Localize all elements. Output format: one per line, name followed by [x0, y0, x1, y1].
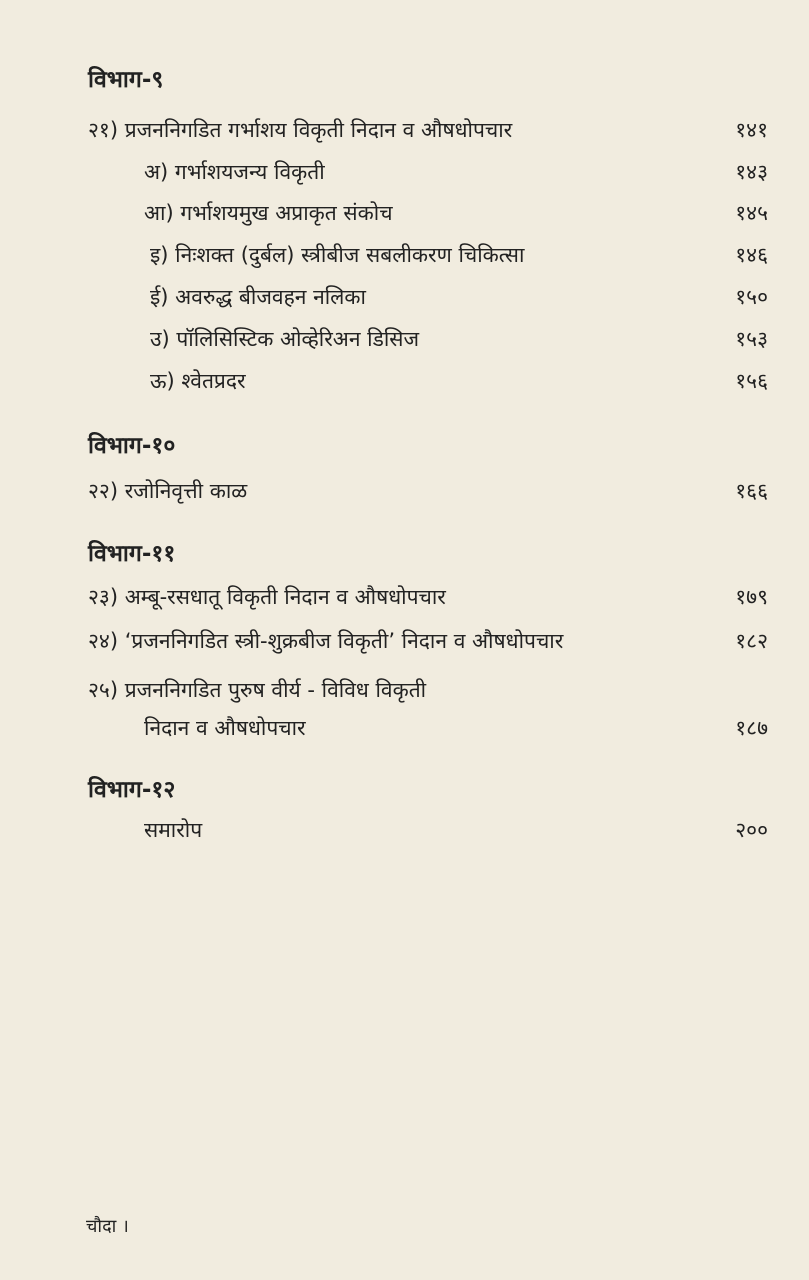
- toc-entry-22: [88, 474, 768, 508]
- toc-entry-21u: [88, 322, 768, 356]
- entry-title: समारोप: [144, 818, 203, 842]
- entry-title: ई) अवरुद्ध बीजवहन नलिका: [150, 285, 366, 309]
- entry-page: १४१: [735, 118, 768, 142]
- entry-title: उ) पॉलिसिस्टिक ओव्हेरिअन डिसिज: [150, 327, 420, 351]
- toc-entry-25: [88, 673, 768, 707]
- entry-page: १४६: [735, 243, 768, 267]
- entry-page: १४५: [735, 201, 768, 225]
- toc-entry-21ii: [88, 280, 768, 314]
- entry-page: १५०: [735, 285, 768, 309]
- entry-page: १८७: [735, 716, 768, 740]
- toc-entry-21a: [88, 155, 768, 189]
- entry-title: २२) रजोनिवृत्ती काळ: [88, 479, 248, 503]
- entry-title: २५) प्रजननिगडित पुरुष वीर्य - विविध विकृती: [88, 678, 427, 702]
- toc-entry-23: [88, 580, 768, 614]
- entry-page: २००: [735, 818, 768, 842]
- entry-title: २४) ‘प्रजननिगडित स्त्री-शुक्रबीज विकृती’ निदान व औषधोपचार: [88, 629, 564, 653]
- toc-entry-21i: [88, 238, 768, 272]
- section-heading-11: विभाग-११: [88, 541, 176, 567]
- entry-page: १६६: [735, 479, 768, 503]
- toc-entry-25-cont: [88, 711, 768, 745]
- entry-title: २३) अम्बू-रसधातू विकृती निदान व औषधोपचार: [88, 585, 446, 609]
- entry-page: १५६: [735, 369, 768, 393]
- entry-page: १७९: [735, 585, 768, 609]
- toc-entry-24: [88, 624, 768, 658]
- entry-title: निदान व औषधोपचार: [144, 716, 306, 740]
- entry-page: १५३: [735, 327, 768, 351]
- entry-page: १८२: [735, 629, 768, 653]
- entry-title: अ) गर्भाशयजन्य विकृती: [144, 160, 325, 184]
- entry-title: आ) गर्भाशयमुख अप्राकृत संकोच: [144, 201, 393, 225]
- entry-title: इ) निःशक्त (दुर्बल) स्त्रीबीज सबलीकरण चिकित्सा: [150, 243, 525, 267]
- entry-page: १४३: [735, 160, 768, 184]
- section-heading-12: विभाग-१२: [88, 777, 176, 803]
- page-footer: चौदा ।: [86, 1216, 129, 1237]
- toc-entry-21: [88, 113, 768, 147]
- entry-title: २१) प्रजननिगडित गर्भाशय विकृती निदान व औषधोपचार: [88, 118, 513, 142]
- entry-title: ऊ) श्वेतप्रदर: [150, 369, 246, 393]
- section-heading-10: विभाग-१०: [88, 433, 176, 459]
- section-heading-9: विभाग-९: [88, 67, 164, 93]
- toc-entry-21aa: [88, 196, 768, 230]
- toc-entry-conclusion: [88, 813, 768, 847]
- toc-entry-21uu: [88, 364, 768, 398]
